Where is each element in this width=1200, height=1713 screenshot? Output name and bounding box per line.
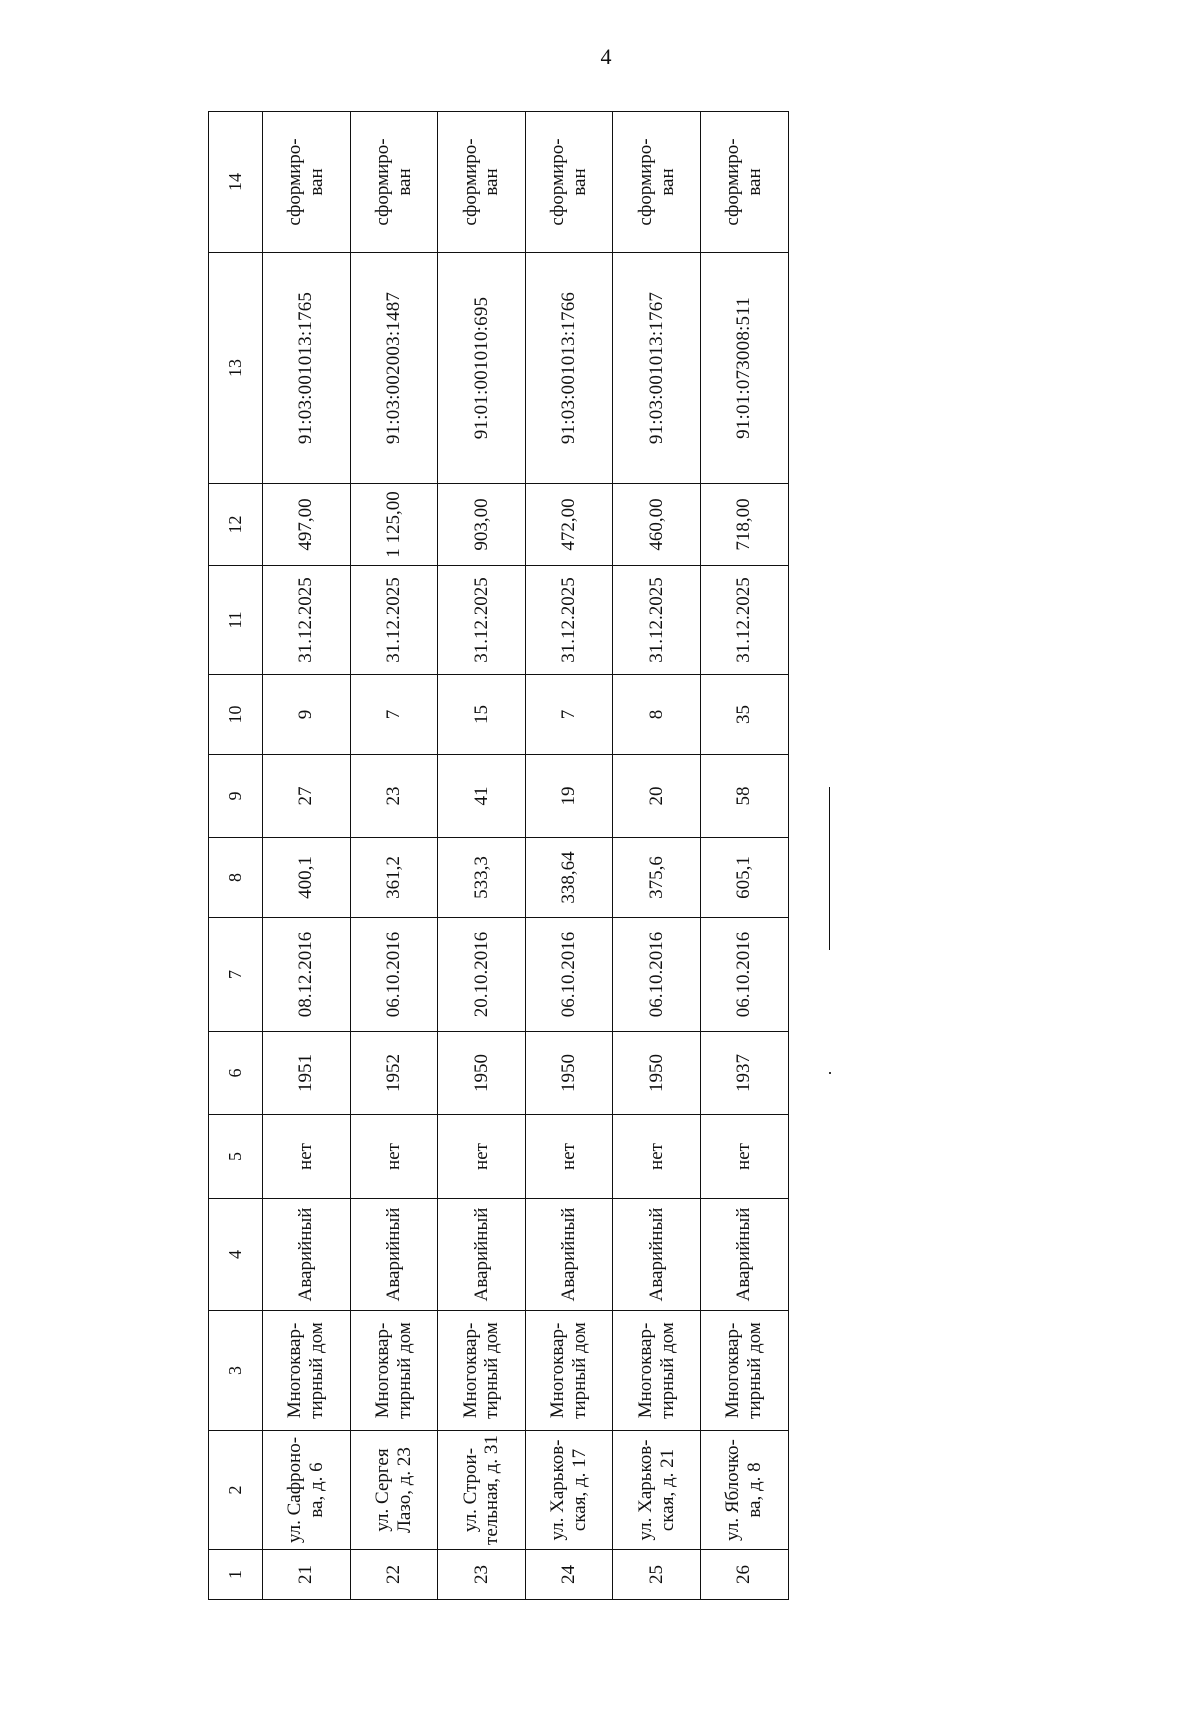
year-cell: 1950 <box>525 1032 613 1115</box>
units-cell: 35 <box>700 675 788 755</box>
area-cell: 338,64 <box>525 838 613 918</box>
plot-area-cell: 497,00 <box>263 484 351 566</box>
plot-area-cell: 1 125,00 <box>350 484 438 566</box>
address-cell: ул. Харьков- ская, д. 21 <box>613 1431 701 1550</box>
area-cell: 361,2 <box>350 838 438 918</box>
decision-date-cell: 20.10.2016 <box>438 918 526 1032</box>
year-cell: 1952 <box>350 1032 438 1115</box>
address-cell: ул. Харьков- ская, д. 17 <box>525 1431 613 1550</box>
header-row <box>209 112 263 1600</box>
col-number-cell: 4 <box>209 1199 263 1311</box>
status-cell: сформиро- ван <box>700 112 788 253</box>
cadastral-number-cell: 91:03:001013:1765 <box>263 253 351 484</box>
cadastral-number-cell: 91:03:002003:1487 <box>350 253 438 484</box>
page-number: 4 <box>600 44 612 69</box>
area-cell: 375,6 <box>613 838 701 918</box>
col-number-cell: 13 <box>209 253 263 484</box>
flag-cell: нет <box>350 1115 438 1199</box>
condition-cell: Аварийный <box>525 1199 613 1311</box>
table-row <box>613 112 701 1600</box>
col-number-cell: 6 <box>209 1032 263 1115</box>
closing-rule <box>829 787 830 950</box>
housing-table <box>208 111 789 1600</box>
residents-cell: 23 <box>350 755 438 838</box>
residents-cell: 27 <box>263 755 351 838</box>
plot-area-cell: 718,00 <box>700 484 788 566</box>
col-number-cell: 8 <box>209 838 263 918</box>
row-number-cell: 22 <box>350 1550 438 1600</box>
address-cell: ул. Строи- тельная, д. 31 <box>438 1431 526 1550</box>
decision-date-cell: 08.12.2016 <box>263 918 351 1032</box>
flag-cell: нет <box>438 1115 526 1199</box>
plot-area-cell: 903,00 <box>438 484 526 566</box>
row-number-cell: 24 <box>525 1550 613 1600</box>
table-row <box>438 112 526 1600</box>
row-number-cell: 25 <box>613 1550 701 1600</box>
units-cell: 7 <box>525 675 613 755</box>
condition-cell: Аварийный <box>350 1199 438 1311</box>
col-number-cell: 1 <box>209 1550 263 1600</box>
deadline-cell: 31.12.2025 <box>263 566 351 675</box>
address-cell: ул. Сафроно- ва, д. 6 <box>263 1431 351 1550</box>
col-number-cell: 11 <box>209 566 263 675</box>
decision-date-cell: 06.10.2016 <box>350 918 438 1032</box>
row-number-cell: 26 <box>700 1550 788 1600</box>
plot-area-cell: 472,00 <box>525 484 613 566</box>
area-cell: 605,1 <box>700 838 788 918</box>
units-cell: 8 <box>613 675 701 755</box>
cadastral-number-cell: 91:03:001013:1766 <box>525 253 613 484</box>
condition-cell: Аварийный <box>700 1199 788 1311</box>
col-number-cell: 3 <box>209 1311 263 1431</box>
address-cell: ул. Яблочко- ва, д. 8 <box>700 1431 788 1550</box>
status-cell: сформиро- ван <box>263 112 351 253</box>
area-cell: 533,3 <box>438 838 526 918</box>
building-type-cell: Многоквар- тирный дом <box>438 1311 526 1431</box>
col-number-cell: 14 <box>209 112 263 253</box>
cadastral-number-cell: 91:01:001010:695 <box>438 253 526 484</box>
building-type-cell: Многоквар- тирный дом <box>263 1311 351 1431</box>
deadline-cell: 31.12.2025 <box>350 566 438 675</box>
rotated-table-container <box>208 112 788 1600</box>
col-number-cell: 10 <box>209 675 263 755</box>
cadastral-number-cell: 91:03:001013:1767 <box>613 253 701 484</box>
flag-cell: нет <box>700 1115 788 1199</box>
col-number-cell: 7 <box>209 918 263 1032</box>
flag-cell: нет <box>525 1115 613 1199</box>
deadline-cell: 31.12.2025 <box>525 566 613 675</box>
residents-cell: 41 <box>438 755 526 838</box>
condition-cell: Аварийный <box>613 1199 701 1311</box>
plot-area-cell: 460,00 <box>613 484 701 566</box>
status-cell: сформиро- ван <box>350 112 438 253</box>
dot-mark <box>829 1072 831 1074</box>
flag-cell: нет <box>263 1115 351 1199</box>
col-number-cell: 2 <box>209 1431 263 1550</box>
units-cell: 9 <box>263 675 351 755</box>
year-cell: 1937 <box>700 1032 788 1115</box>
units-cell: 15 <box>438 675 526 755</box>
building-type-cell: Многоквар- тирный дом <box>350 1311 438 1431</box>
decision-date-cell: 06.10.2016 <box>525 918 613 1032</box>
status-cell: сформиро- ван <box>613 112 701 253</box>
status-cell: сформиро- ван <box>525 112 613 253</box>
deadline-cell: 31.12.2025 <box>613 566 701 675</box>
condition-cell: Аварийный <box>263 1199 351 1311</box>
residents-cell: 58 <box>700 755 788 838</box>
residents-cell: 20 <box>613 755 701 838</box>
deadline-cell: 31.12.2025 <box>700 566 788 675</box>
year-cell: 1951 <box>263 1032 351 1115</box>
decision-date-cell: 06.10.2016 <box>700 918 788 1032</box>
cadastral-number-cell: 91:01:073008:511 <box>700 253 788 484</box>
col-number-cell: 12 <box>209 484 263 566</box>
row-number-cell: 21 <box>263 1550 351 1600</box>
building-type-cell: Многоквар- тирный дом <box>525 1311 613 1431</box>
year-cell: 1950 <box>438 1032 526 1115</box>
col-number-cell: 9 <box>209 755 263 838</box>
year-cell: 1950 <box>613 1032 701 1115</box>
table-row <box>700 112 788 1600</box>
status-cell: сформиро- ван <box>438 112 526 253</box>
deadline-cell: 31.12.2025 <box>438 566 526 675</box>
condition-cell: Аварийный <box>438 1199 526 1311</box>
units-cell: 7 <box>350 675 438 755</box>
col-number-cell: 5 <box>209 1115 263 1199</box>
row-number-cell: 23 <box>438 1550 526 1600</box>
decision-date-cell: 06.10.2016 <box>613 918 701 1032</box>
building-type-cell: Многоквар- тирный дом <box>613 1311 701 1431</box>
table-row <box>350 112 438 1600</box>
table-body <box>209 112 789 1600</box>
building-type-cell: Многоквар- тирный дом <box>700 1311 788 1431</box>
address-cell: ул. Сергея Лазо, д. 23 <box>350 1431 438 1550</box>
table-row <box>263 112 351 1600</box>
flag-cell: нет <box>613 1115 701 1199</box>
table-row <box>525 112 613 1600</box>
area-cell: 400,1 <box>263 838 351 918</box>
residents-cell: 19 <box>525 755 613 838</box>
